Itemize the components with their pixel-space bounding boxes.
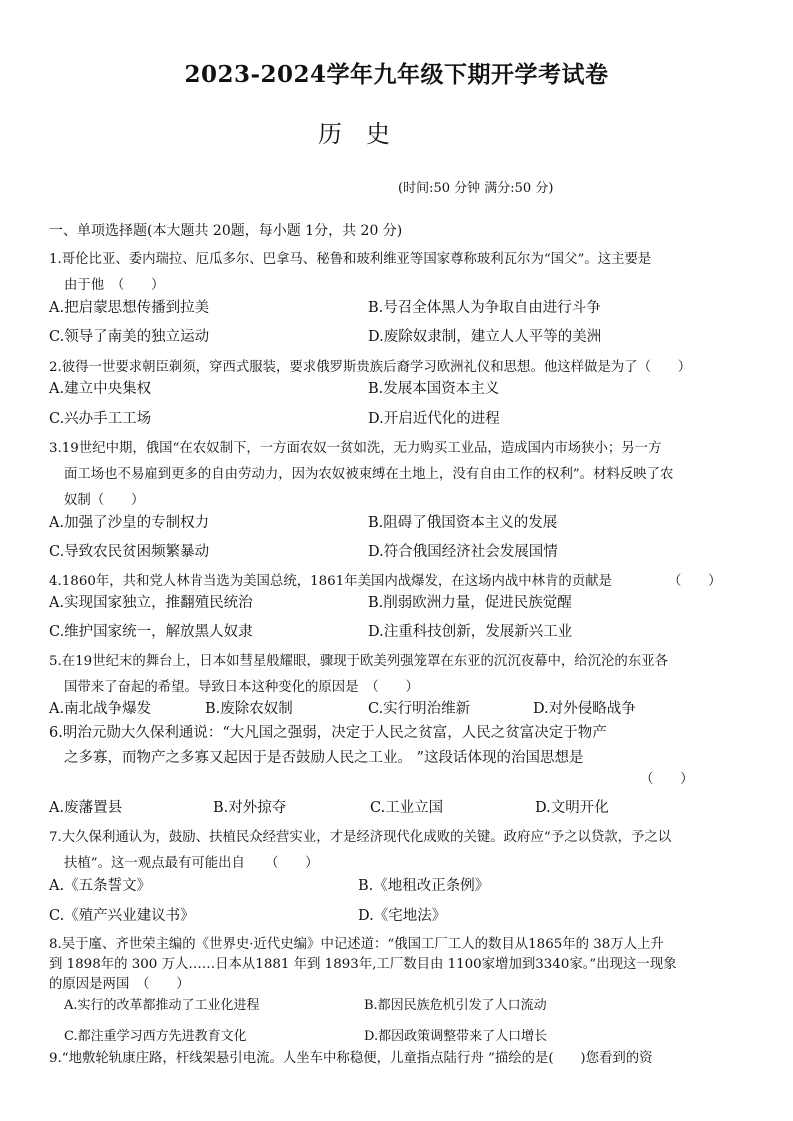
question-6-option-c[interactable]: C.工业立国 <box>370 800 444 816</box>
question-8-line-1: 8.吴于廑、齐世荣主编的《世界史·近代史编》中记述道：“俄国工厂工人的数目从1865年的 38万人上升 <box>49 937 664 952</box>
question-4-option-c[interactable]: C.维护国家统一，解放黑人奴隶 <box>49 624 253 640</box>
question-3-option-c[interactable]: C.导致农民贫困频繁暴动 <box>49 544 210 560</box>
question-6-answer-bracket: （ ） <box>640 772 694 787</box>
question-6-option-d[interactable]: D.文明开化 <box>535 800 609 816</box>
question-8-line-3: 的原因是两国 （ ） <box>49 977 190 992</box>
question-9-line-1: 9.“地敷轮轨康庄路，杆线架悬引电流。人坐车中称稳便，儿童指点陆行舟 ”描绘的是( )您看到的资 <box>49 1051 653 1066</box>
question-3-option-d[interactable]: D.符合俄国经济社会发展国情 <box>368 544 558 560</box>
question-5-line-2: 国带来了奋起的希望。导致日本这种变化的原因是 （ ） <box>64 680 419 695</box>
question-4-option-d[interactable]: D.注重科技创新，发展新兴工业 <box>368 624 573 640</box>
question-7-line-2: 扶植”。这一观点最有可能出自 （ ） <box>64 856 319 871</box>
question-4-option-a[interactable]: A.实现国家独立，推翻殖民统治 <box>49 595 253 611</box>
question-7-option-c[interactable]: C.《殖产兴业建议书》 <box>49 908 195 924</box>
question-8-option-a[interactable]: A.实行的改革都推动了工业化进程 <box>64 998 260 1013</box>
question-1-option-c[interactable]: C.领导了南美的独立运动 <box>49 329 210 345</box>
question-2-option-b[interactable]: B.发展本国资本主义 <box>368 381 500 397</box>
question-8-option-b[interactable]: B.都因民族危机引发了人口流动 <box>364 998 547 1013</box>
question-4-line-1: 4.1860年，共和党人林肯当选为美国总统，1861年美国内战爆发，在这场内战中林肯的贡献是 <box>49 574 612 589</box>
question-3-line-2: 面工场也不易雇到更多的自由劳动力，因为农奴被束缚在土地上，没有自由工作的权利”。材料反映了农 <box>64 467 674 482</box>
question-6-line-1: 6.明治元勋大久保利通说：“大凡国之强弱，决定于人民之贫富，人民之贫富决定于物产 <box>49 725 607 741</box>
question-5-option-a[interactable]: A.南北战争爆发 <box>49 701 152 717</box>
question-1-option-d[interactable]: D.废除奴隶制，建立人人平等的美洲 <box>368 329 602 345</box>
question-2-option-a[interactable]: A.建立中央集权 <box>49 381 152 397</box>
question-7-option-a[interactable]: A.《五条誓文》 <box>49 878 152 894</box>
subject-title: 历史 <box>318 120 414 148</box>
question-4-answer-bracket: （ ） <box>668 574 722 589</box>
question-2-option-c[interactable]: C.兴办手工工场 <box>49 411 152 427</box>
question-6-option-b[interactable]: B.对外掠夺 <box>213 800 287 816</box>
question-3-line-1: 3.19世纪中期，俄国“在农奴制下，一方面农奴一贫如洗，无力购买工业品，造成国内市场狭小；另一方 <box>49 441 662 456</box>
question-8-line-2: 到 1898年的 300 万人……日本从1881 年到 1893年,工厂数目由 1100家增加到3340家。”出现这一现象 <box>49 957 677 972</box>
question-3-option-b[interactable]: B.阻碍了俄国资本主义的发展 <box>368 515 558 531</box>
question-7-option-d[interactable]: D.《宅地法》 <box>358 908 447 924</box>
question-7-line-1: 7.大久保利通认为，鼓励、扶植民众经营实业，才是经济现代化成败的关键。政府应“予之以贷款，予之以 <box>49 830 672 845</box>
question-5-option-d[interactable]: D.对外侵略战争 <box>533 701 636 717</box>
question-4-option-b[interactable]: B.削弱欧洲力量，促进民族觉醒 <box>368 595 572 611</box>
question-3-option-a[interactable]: A.加强了沙皇的专制权力 <box>49 515 210 531</box>
section-heading: 一、单项选择题(本大题共 20题，每小题 1分，共 20 分) <box>49 223 403 239</box>
question-1-option-b[interactable]: B.号召全体黑人为争取自由进行斗争 <box>368 300 601 316</box>
question-2-line-1: 2.彼得一世要求朝臣剃须，穿西式服装，要求俄罗斯贵族后裔学习欧洲礼仪和思想。他这样做是为了（ ） <box>49 360 692 375</box>
question-1-option-a[interactable]: A.把启蒙思想传播到拉美 <box>49 300 210 316</box>
question-1-line-2: 由于他 （ ） <box>64 278 165 293</box>
question-2-option-d[interactable]: D.开启近代化的进程 <box>368 411 500 427</box>
question-6-line-2: 之多寡，而物产之多寡又起因于是否鼓励人民之工业。 ”这段话体现的治国思想是 <box>64 750 584 766</box>
question-6-option-a[interactable]: A.废藩置县 <box>49 800 123 816</box>
question-8-option-c[interactable]: C.都注重学习西方先进教育文化 <box>64 1029 247 1044</box>
question-5-option-b[interactable]: B.废除农奴制 <box>205 701 293 717</box>
time-info: (时间:50 分钟 满分:50 分) <box>398 181 554 196</box>
question-7-option-b[interactable]: B.《地租改正条例》 <box>358 878 490 894</box>
question-8-option-d[interactable]: D.都因政策调整带来了人口增长 <box>364 1029 548 1044</box>
question-5-option-c[interactable]: C.实行明治维新 <box>368 701 471 717</box>
question-5-line-1: 5.在19世纪末的舞台上，日本如彗星般耀眼，骤现于欧美列强笼罩在东亚的沉沉夜幕中，给沉沦的东亚各 <box>49 654 668 669</box>
exam-title: 2023-2024学年九年级下期开学考试卷 <box>184 61 609 88</box>
question-3-line-3: 奴制（ ） <box>64 493 145 508</box>
question-1-line-1: 1.哥伦比亚、委内瑞拉、厄瓜多尔、巴拿马、秘鲁和玻利维亚等国家尊称玻利瓦尔为“国父”。这主要是 <box>49 252 652 267</box>
